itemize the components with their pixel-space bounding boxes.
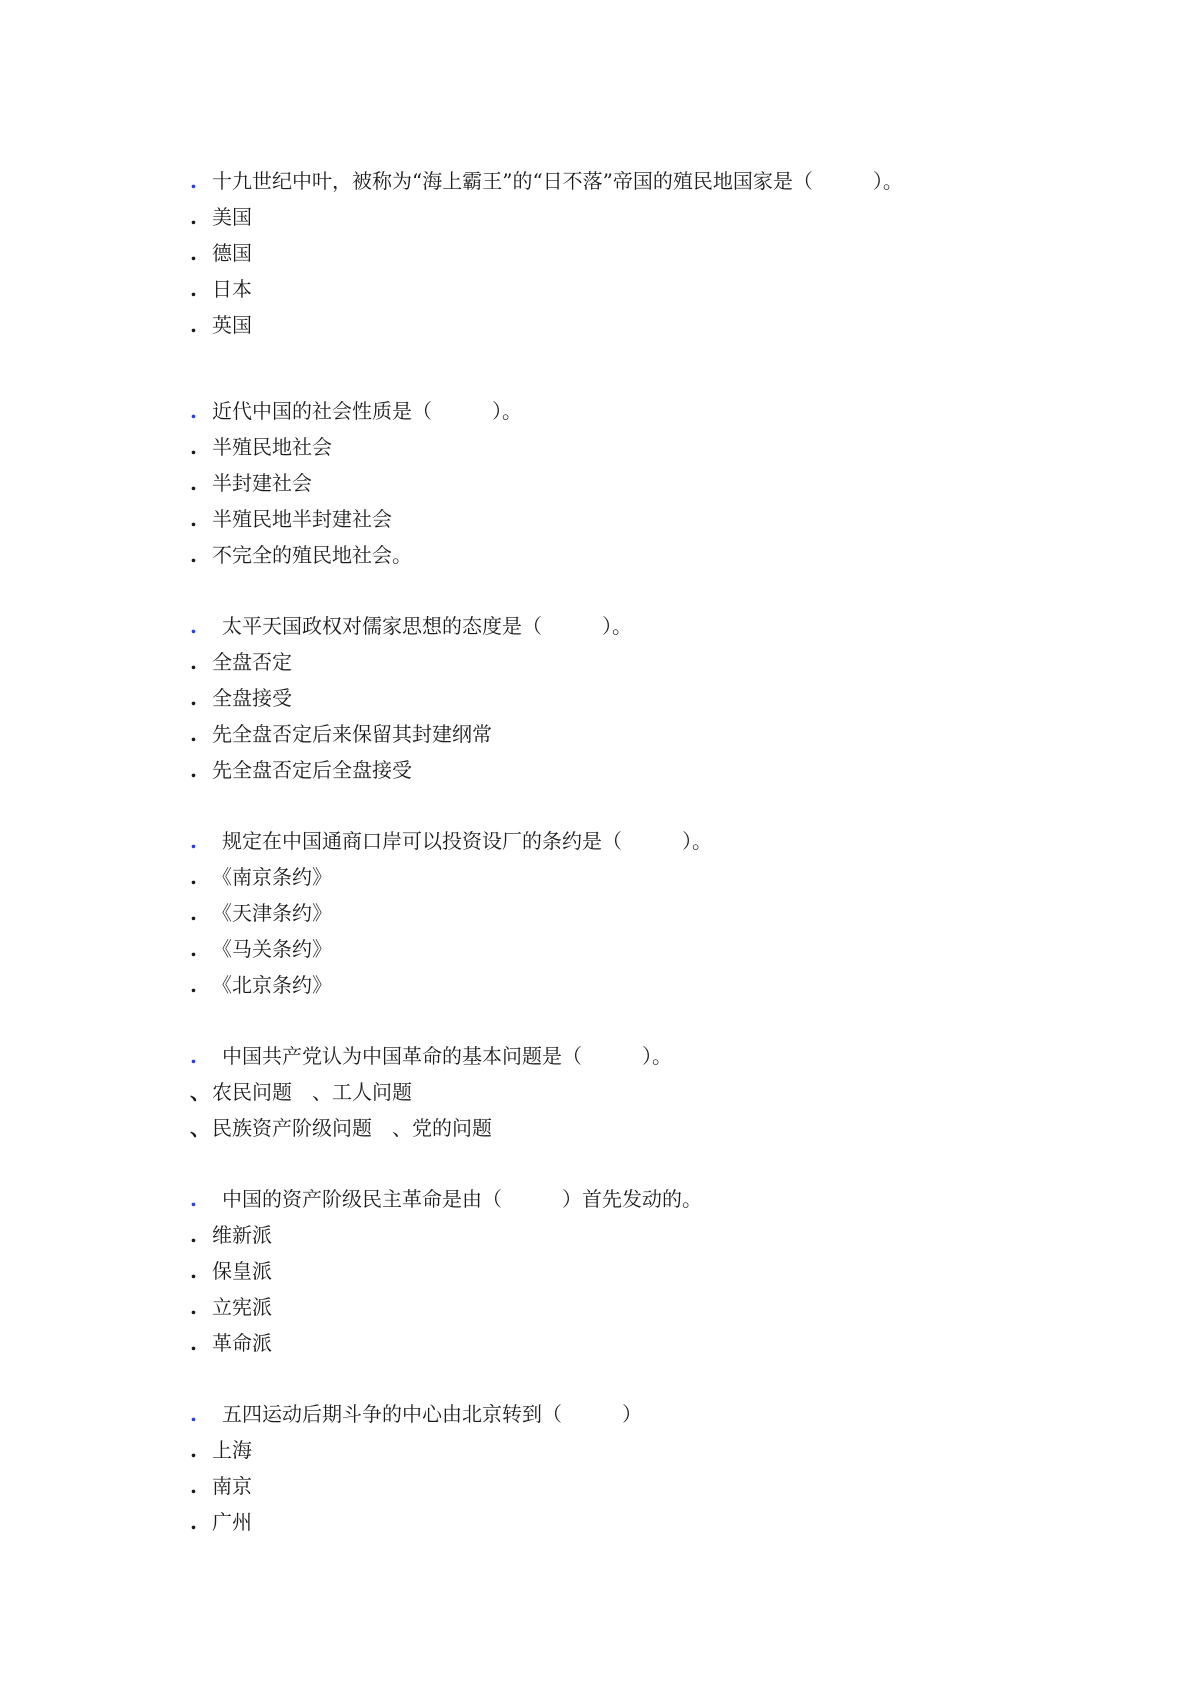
question-marker: .	[190, 169, 197, 193]
option: . 南京	[190, 1474, 252, 1498]
question-stem: . 中国共产党认为中国革命的基本问题是（ ）。	[190, 1038, 1090, 1074]
question-7	[190, 1396, 1090, 1540]
option: . 先全盘否定后来保留其封建纲常	[190, 722, 492, 746]
question-stem: . 太平天国政权对儒家思想的态度是（ ）。	[190, 608, 1090, 644]
question-4	[190, 823, 1090, 1003]
option-row: 、 农民问题 、工人问题	[190, 1080, 412, 1104]
option: . 德国	[190, 241, 252, 265]
option: . 保皇派	[190, 1259, 272, 1283]
option: . 全盘接受	[190, 686, 292, 710]
option: . 半殖民地半封建社会	[190, 507, 392, 531]
option-row: 、 民族资产阶级问题 、党的问题	[190, 1116, 492, 1140]
question-marker: .	[190, 614, 197, 638]
question-marker: .	[190, 1187, 197, 1211]
question-2	[190, 393, 1090, 573]
option: . 英国	[190, 313, 252, 337]
question-1	[190, 163, 1090, 343]
option: . 立宪派	[190, 1295, 272, 1319]
question-stem: . 五四运动后期斗争的中心由北京转到（ ）	[190, 1396, 1090, 1432]
option: . 革命派	[190, 1331, 272, 1355]
option: . 广州	[190, 1510, 252, 1534]
option: . 《马关条约》	[190, 937, 332, 961]
option: . 《天津条约》	[190, 901, 332, 925]
question-stem: . 中国的资产阶级民主革命是由（ ）首先发动的。	[190, 1181, 1090, 1217]
question-marker: .	[190, 399, 197, 423]
option: . 半封建社会	[190, 471, 312, 495]
option: . 上海	[190, 1438, 252, 1462]
question-stem: . 近代中国的社会性质是（ ）。	[190, 393, 1090, 429]
option: . 半殖民地社会	[190, 435, 332, 459]
question-marker: .	[190, 1044, 197, 1068]
option: . 全盘否定	[190, 650, 292, 674]
question-3	[190, 608, 1090, 788]
option: . 日本	[190, 277, 252, 301]
option: . 先全盘否定后全盘接受	[190, 758, 412, 782]
option: . 不完全的殖民地社会。	[190, 543, 412, 567]
option: . 《南京条约》	[190, 865, 332, 889]
option: . 《北京条约》	[190, 973, 332, 997]
question-6	[190, 1181, 1090, 1361]
option: . 维新派	[190, 1223, 272, 1247]
option: . 美国	[190, 205, 252, 229]
question-marker: .	[190, 1402, 197, 1426]
question-stem: . 规定在中国通商口岸可以投资设厂的条约是（ ）。	[190, 823, 1090, 859]
question-stem: . 十九世纪中叶，被称为“海上霸王”的“日不落”帝国的殖民地国家是（ ）。	[190, 163, 1090, 199]
question-marker: .	[190, 829, 197, 853]
question-5	[190, 1038, 1090, 1146]
